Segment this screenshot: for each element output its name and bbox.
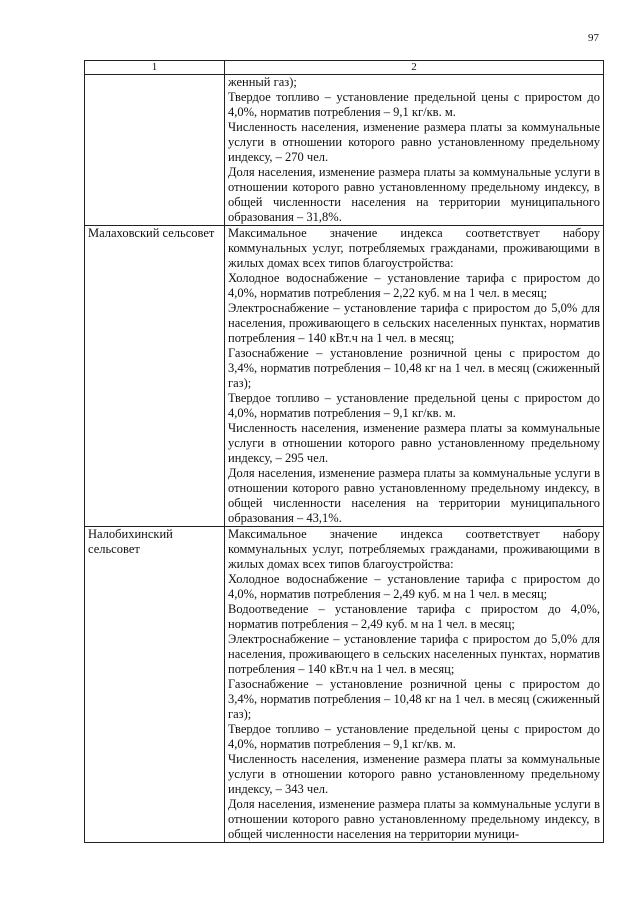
description-paragraph: женный газ); xyxy=(228,75,297,89)
description-paragraph: Твердое топливо – установление предельной цены с приростом до 4,0%, норматив потребления – 9,1 кг/кв. м. xyxy=(228,90,600,119)
description-paragraph: Холодное водоснабжение – установление тарифа с приростом до 4,0%, норматив потребления – 2,49 куб. м на 1 чел. в месяц; xyxy=(228,572,600,601)
description-paragraph: Электроснабжение – установление тарифа с приростом до 5,0% для населения, проживающего в сельских населенных пунктах, норматив потребления – 140 кВт.ч на 1 чел. в месяц; xyxy=(228,632,600,676)
page-number: 97 xyxy=(588,32,599,44)
description-paragraph: Газоснабжение – установление розничной цены с приростом до 3,4%, норматив потребления – 10,48 кг на 1 чел. в месяц (сжиженный газ); xyxy=(228,677,600,721)
description-paragraph: Твердое топливо – установление предельной цены с приростом до 4,0%, норматив потребления – 9,1 кг/кв. м. xyxy=(228,722,600,751)
description-paragraph: Твердое топливо – установление предельной цены с приростом до 4,0%, норматив потребления – 9,1 кг/кв. м. xyxy=(228,391,600,420)
description-paragraph: Доля населения, изменение размера платы за коммунальные услуги в отношении которого равно установленному предельному индексу, в общей численности населения на территории муниципального образования – 31,8%. xyxy=(228,165,600,224)
column-header-2: 2 xyxy=(225,61,604,75)
description-paragraph: Максимальное значение индекса соответствует набору коммунальных услуг, потребляемых гражданами, проживающими в жилых домах всех типов благоустройства: xyxy=(228,226,600,270)
description-paragraph: Доля населения, изменение размера платы за коммунальные услуги в отношении которого равно установленному предельному индексу, в общей численности населения на территории муници- xyxy=(228,797,600,841)
description-paragraph: Численность населения, изменение размера платы за коммунальные услуги в отношении которого равно установленному предельному индексу, – 270 чел. xyxy=(228,120,600,164)
tariff-description xyxy=(225,75,604,226)
table-header-row xyxy=(85,61,604,75)
description-paragraph: Газоснабжение – установление розничной цены с приростом до 3,4%, норматив потребления – 10,48 кг на 1 чел. в месяц (сжиженный газ); xyxy=(228,346,600,390)
table-row xyxy=(85,75,604,226)
table-row xyxy=(85,226,604,527)
municipality-name xyxy=(85,75,225,226)
description-paragraph: Доля населения, изменение размера платы за коммунальные услуги в отношении которого равно установленному предельному индексу, в общей численности населения на территории муниципального образования – 43,1%. xyxy=(228,466,600,525)
tariff-table xyxy=(84,60,604,843)
municipality-name: Налобихинский сельсовет xyxy=(85,527,225,843)
table-row xyxy=(85,527,604,843)
table-body xyxy=(85,75,604,843)
description-paragraph: Численность населения, изменение размера платы за коммунальные услуги в отношении которого равно установленному предельному индексу, – 343 чел. xyxy=(228,752,600,796)
description-paragraph: Водоотведение – установление тарифа с приростом до 4,0%, норматив потребления – 2,49 куб. м на 1 чел. в месяц; xyxy=(228,602,600,631)
description-paragraph: Численность населения, изменение размера платы за коммунальные услуги в отношении которого равно установленному предельному индексу, – 295 чел. xyxy=(228,421,600,465)
tariff-description xyxy=(225,226,604,527)
description-paragraph: Холодное водоснабжение – установление тарифа с приростом до 4,0%, норматив потребления – 2,22 куб. м на 1 чел. в месяц; xyxy=(228,271,600,300)
description-paragraph: Электроснабжение – установление тарифа с приростом до 5,0% для населения, проживающего в сельских населенных пунктах, норматив потребления – 140 кВт.ч на 1 чел. в месяц; xyxy=(228,301,600,345)
column-header-1: 1 xyxy=(85,61,225,75)
description-paragraph: Максимальное значение индекса соответствует набору коммунальных услуг, потребляемых гражданами, проживающими в жилых домах всех типов благоустройства: xyxy=(228,527,600,571)
tariff-description xyxy=(225,527,604,843)
municipality-name: Малаховский сельсовет xyxy=(85,226,225,527)
